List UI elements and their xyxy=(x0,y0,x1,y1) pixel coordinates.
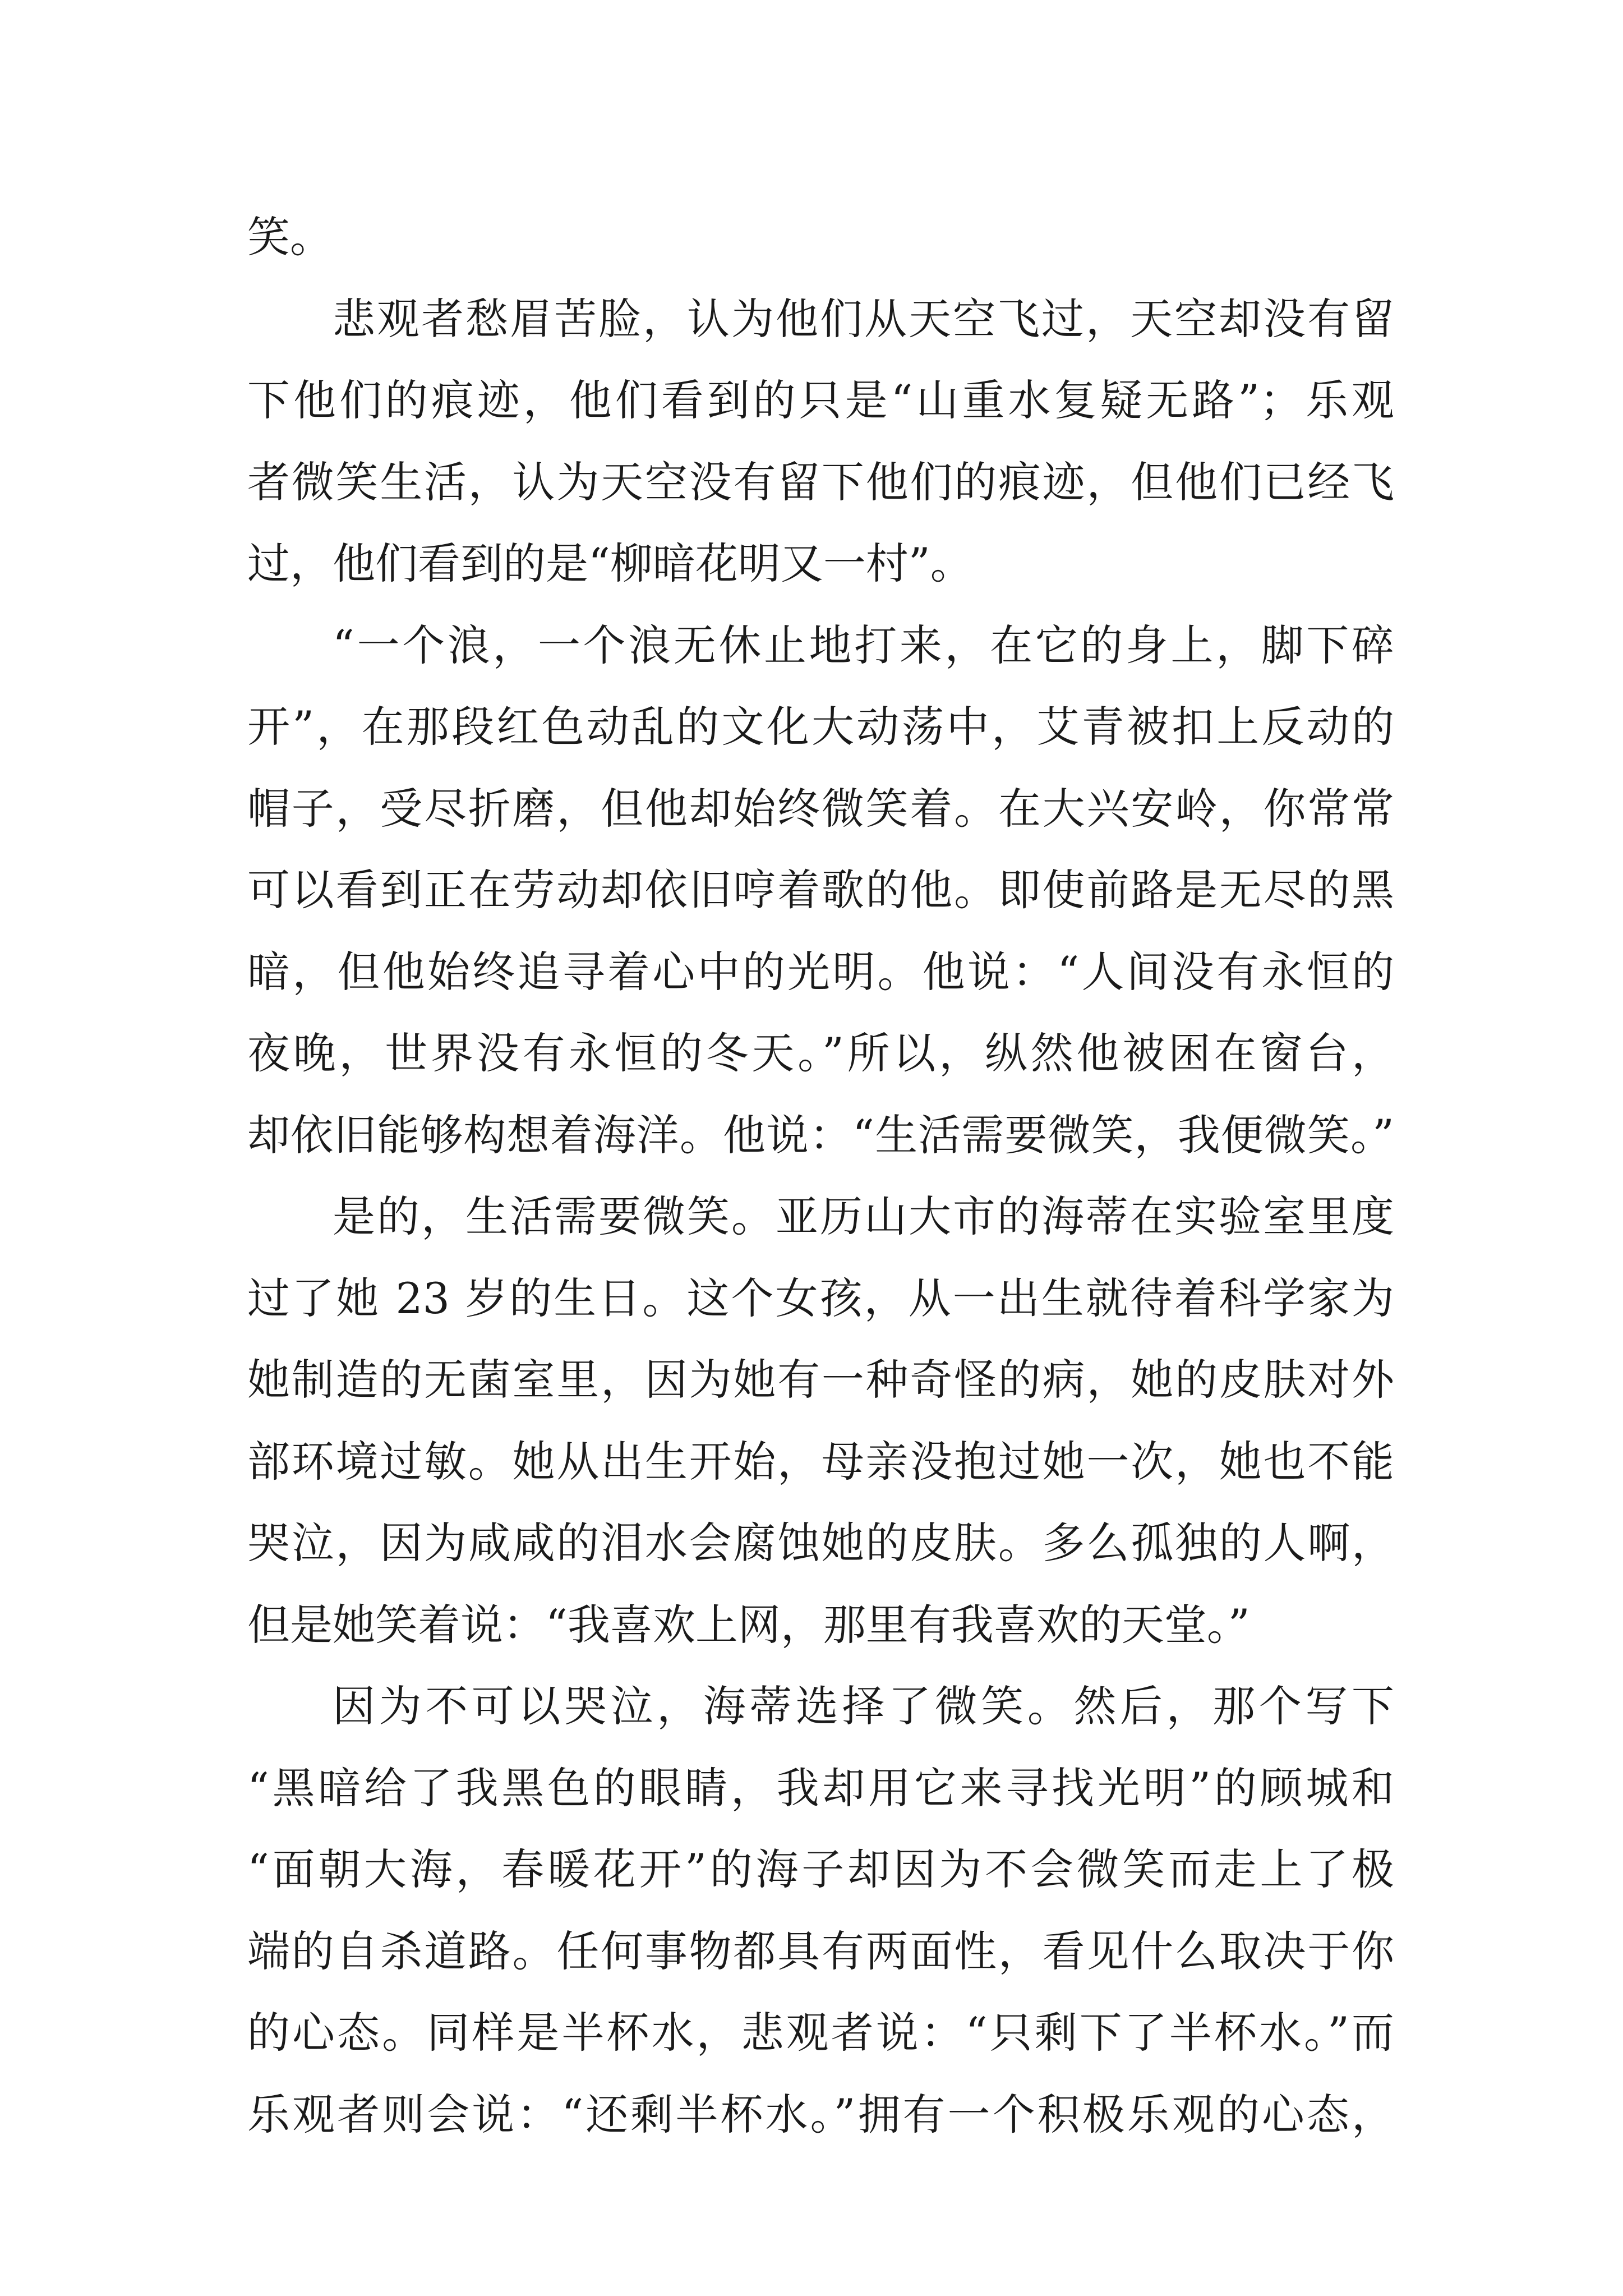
text-line: 却依旧能够构想着海洋。他说：“生活需要微笑，我便微笑。” xyxy=(247,1110,1394,1160)
text-line: 哭泣，因为咸咸的泪水会腐蚀她的皮肤。多么孤独的人啊， xyxy=(247,1518,1394,1568)
essay-body xyxy=(247,196,1394,2155)
text-line: 部环境过敏。她从出生开始，母亲没抱过她一次，她也不能 xyxy=(247,1436,1394,1487)
text-line: 但是她笑着说：“我喜欢上网，那里有我喜欢的天堂。” xyxy=(247,1599,1250,1650)
text-line: “一个浪，一个浪无休止地打来，在它的身上，脚下碎 xyxy=(333,620,1394,670)
text-line: 夜晚，世界没有永恒的冬天。”所以，纵然他被困在窗台， xyxy=(247,1028,1394,1078)
text-line: 的心态。同样是半杯水，悲观者说：“只剩下了半杯水。”而 xyxy=(247,2008,1394,2058)
text-line: 过，他们看到的是“柳暗花明又一村”。 xyxy=(247,539,973,588)
text-line: 笑。 xyxy=(247,212,333,262)
text-line: 开”，在那段红色动乱的文化大动荡中，艾青被扣上反动的 xyxy=(247,702,1394,752)
text-line: “黑暗给了我黑色的眼睛，我却用它来寻找光明”的顾城和 xyxy=(247,1763,1394,1813)
text-line: 她制造的无菌室里，因为她有一种奇怪的病，她的皮肤对外 xyxy=(247,1355,1394,1405)
text-line: 下他们的痕迹，他们看到的只是“山重水复疑无路”；乐观 xyxy=(247,375,1394,425)
text-line: 过了她 23 岁的生日。这个女孩，从一出生就待着科学家为 xyxy=(247,1273,1394,1323)
text-line: 悲观者愁眉苦脸，认为他们从天空飞过，天空却没有留 xyxy=(333,293,1394,344)
text-line: 暗，但他始终追寻着心中的光明。他说：“人间没有永恒的 xyxy=(247,946,1394,997)
text-line: 端的自杀道路。任何事物都具有两面性，看见什么取决于你 xyxy=(247,1926,1394,1976)
text-line: 因为不可以哭泣，海蒂选择了微笑。然后，那个写下 xyxy=(333,1681,1394,1731)
text-line: 者微笑生活，认为天空没有留下他们的痕迹，但他们已经飞 xyxy=(247,457,1394,507)
text-line: 是的，生活需要微笑。亚历山大市的海蒂在实验室里度 xyxy=(333,1191,1394,1241)
text-line: “面朝大海，春暖花开”的海子却因为不会微笑而走上了极 xyxy=(247,1844,1394,1894)
text-line: 可以看到正在劳动却依旧哼着歌的他。即使前路是无尽的黑 xyxy=(247,865,1394,915)
text-line: 乐观者则会说：“还剩半杯水。”拥有一个积极乐观的心态， xyxy=(247,2089,1394,2139)
text-line: 帽子，受尽折磨，但他却始终微笑着。在大兴安岭，你常常 xyxy=(247,783,1394,834)
